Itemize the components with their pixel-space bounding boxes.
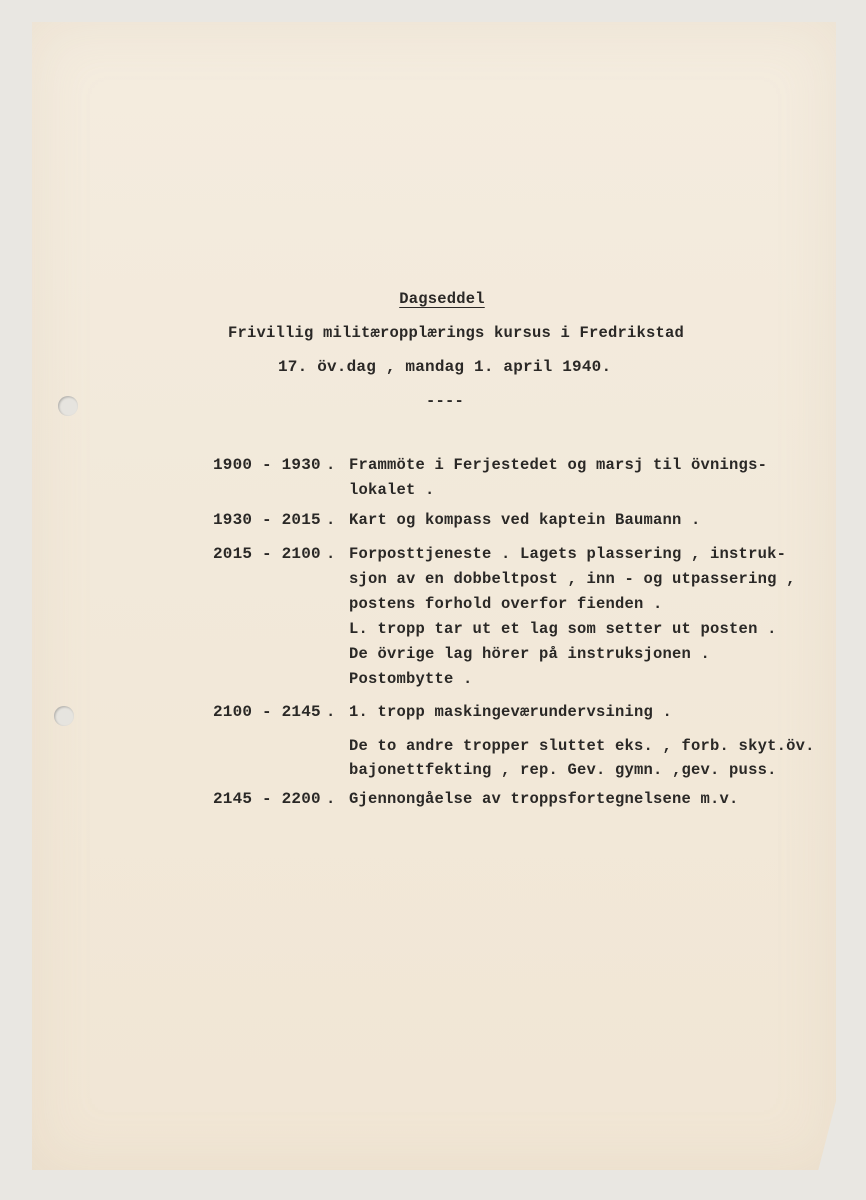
schedule-time: 1900 - 1930 — [213, 456, 321, 474]
document-title: Dagseddel — [399, 290, 485, 308]
schedule-dot: . — [326, 545, 336, 563]
schedule-time: 2015 - 2100 — [213, 545, 321, 563]
schedule-line: Frammöte i Ferjestedet og marsj til övnings- — [349, 456, 768, 474]
schedule-line: De to andre tropper sluttet eks. , forb. skyt.öv. — [349, 737, 815, 755]
schedule-time: 2100 - 2145 — [213, 703, 321, 721]
schedule-dot: . — [326, 456, 336, 474]
schedule-line: Gjennongåelse av troppsfortegnelsene m.v. — [349, 790, 739, 808]
punch-hole-upper — [58, 396, 78, 416]
schedule-line: L. tropp tar ut et lag som setter ut posten . — [349, 620, 777, 638]
schedule-time: 1930 - 2015 — [213, 511, 321, 529]
schedule-line: bajonettfekting , rep. Gev. gymn. ,gev. puss. — [349, 761, 777, 779]
schedule-dot: . — [326, 703, 336, 721]
document-subtitle: Frivillig militæropplærings kursus i Fredrikstad — [227, 324, 685, 342]
schedule-line: De övrige lag hörer på instruksjonen . — [349, 645, 711, 663]
schedule-line: 1. tropp maskingeværundervsining . — [349, 703, 673, 721]
schedule-line: Postombytte . — [349, 670, 473, 688]
schedule-line: Kart og kompass ved kaptein Baumann . — [349, 511, 701, 529]
schedule-line: sjon av en dobbeltpost , inn - og utpassering , — [349, 570, 796, 588]
document-dateline: 17. öv.dag , mandag 1. april 1940. — [278, 358, 612, 376]
separator: ---- — [426, 392, 465, 410]
schedule-time: 2145 - 2200 — [213, 790, 321, 808]
schedule-dot: . — [326, 511, 336, 529]
schedule-line: Forposttjeneste . Lagets plassering , instruk- — [349, 545, 787, 563]
schedule-line: postens forhold overfor fienden . — [349, 595, 663, 613]
punch-hole-lower — [54, 706, 74, 726]
schedule-dot: . — [326, 790, 336, 808]
schedule-line: lokalet . — [349, 481, 435, 499]
